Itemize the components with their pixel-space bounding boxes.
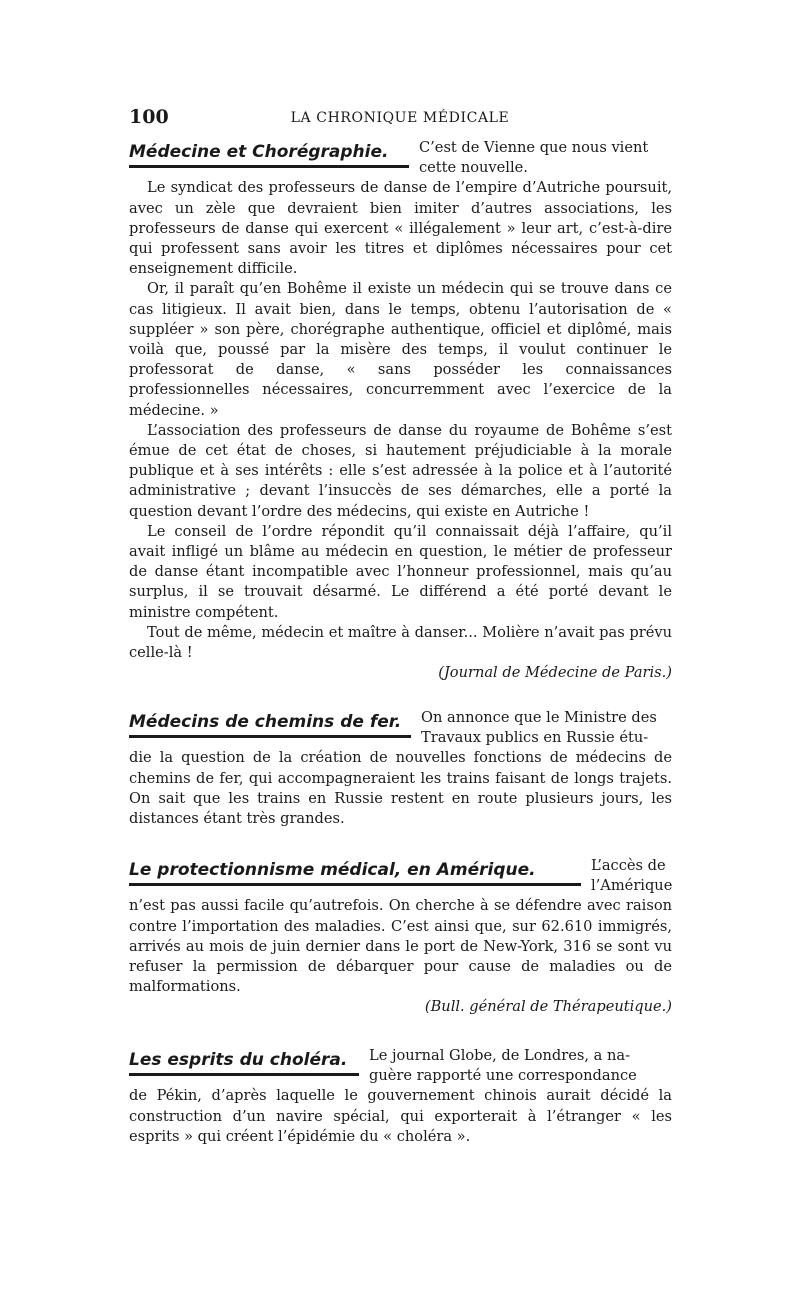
page-number: 100 [129,106,169,128]
title-underline [129,1073,359,1076]
article-heading [129,1046,672,1086]
page-header [0,106,800,136]
paragraph: Tout de même, médecin et maître à danser... Molière n’avait pas prévu celle-là ! [129,623,672,662]
running-title: LA CHRONIQUE MÉDICALE [290,110,510,126]
article-lead: On annonce que le Ministre des Travaux publics en Russie étu- [421,709,657,747]
title-underline [129,883,581,886]
article-heading [129,856,672,896]
paragraph: de Pékin, d’après laquelle le gouvernement chinois aurait décidé la construction d’un navire spécial, qui exporterait à l’étranger « les esprits » qui créent l’épidémie du « choléra ». [129,1087,672,1145]
article-medecins-chemins-de-fer [129,708,672,829]
article-heading [129,708,672,748]
paragraph: Le conseil de l’ordre répondit qu’il connaissait déjà l’affaire, qu’il avait infligé un blâme au médecin en question, le métier de professeur de danse étant incompatible avec l’honneur professionnel, mais qu’au surplus, il se trouvait désarmé. Le différend a été porté devant le ministre compétent. [129,522,672,621]
source-citation: (Bull. général de Thérapeutique.) [424,998,672,1016]
article-lead: Le journal Globe, de Londres, a na- guère rapporté une correspondance [369,1047,637,1085]
article-title: Le protectionnisme médical, en Amérique. [129,860,536,880]
article-medecine-choregraphie [129,138,672,683]
article-heading [129,138,672,178]
article-title: Médecine et Chorégraphie. [129,142,389,162]
paragraph: die la question de la création de nouvelles fonctions de médecins de chemins de fer, qui accompagneraient les trains faisant de longs trajets. On sait que les trains en Russie restent en route plusieurs jours, les distances étant très grandes. [129,749,672,828]
article-protectionnisme-medical [129,856,672,1018]
article-title: Médecins de chemins de fer. [129,712,402,732]
article-lead: L’accès de l’Amérique [591,857,673,895]
title-underline [129,735,411,738]
paragraph: L’association des professeurs de danse du royaume de Bohême s’est émue de cet état de choses, si hautement préjudiciable à la morale publique et à ses intérêts : elle s’est adressée à la police et à l’autorité administrative ; devant l’insuccès de ses démarches, elle a porté la question devant l’ordre des médecins, qui existe en Autriche ! [129,421,672,520]
article-title: Les esprits du choléra. [129,1050,348,1070]
article-lead: C’est de Vienne que nous vient cette nouvelle. [419,139,649,177]
paragraph: Le syndicat des professeurs de danse de l’empire d’Autriche poursuit, avec un zèle que devraient bien imiter d’autres associations, les professeurs de danse qui exercent « illégalement » leur art, c’est-à-dire qui professent sans avoir les titres et diplômes nécessaires pour cet enseignement difficile. [129,179,672,278]
title-underline [129,165,409,168]
paragraph: Or, il paraît qu’en Bohême il existe un médecin qui se trouve dans ce cas litigieux. Il avait bien, dans le temps, obtenu l’autorisation de « suppléer » son père, chorégraphe authentique, officiel et diplômé, mais voilà que, poussé par la misère des temps, il voulut continuer le professorat de danse, « sans posséder les connaissances professionnelles nécessaires, concurremment avec l’exercice de la médecine. » [129,280,672,419]
paragraph: n’est pas aussi facile qu’autrefois. On cherche à se défendre avec raison contre l’importation des maladies. C’est ainsi que, sur 62.610 immigrés, arrivés au mois de juin dernier dans le port de New-York, 316 se sont vu refuser la permission de débarquer pour cause de maladies ou de malformations. [129,897,672,996]
source-citation: (Journal de Médecine de Paris.) [438,664,672,682]
article-esprits-du-cholera [129,1046,672,1147]
